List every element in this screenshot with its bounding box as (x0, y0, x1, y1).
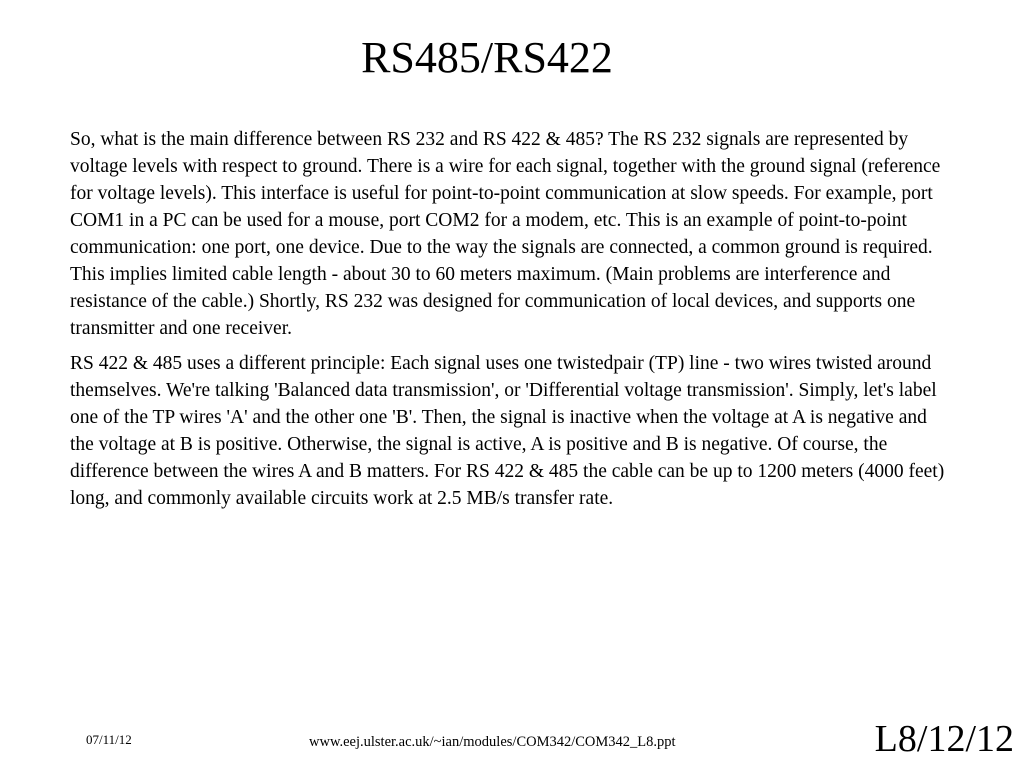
footer-date: 07/11/12 (86, 732, 132, 747)
footer-url: www.eej.ulster.ac.uk/~ian/modules/COM342/COM342_L8.ppt (309, 734, 676, 750)
body-paragraph: RS 422 & 485 uses a different principle: Each signal uses one twistedpair (TP) line - two wires twisted around themselves. We're talking 'Balanced data transmission', or 'Differential voltage transmission'. Simply, let's label one of the TP wires 'A' and the other one 'B'. Then, the signal is inactive when the voltage at A is negative and the voltage at B is positive. Otherwise, the signal is active, A is positive and B is negative. Of course, the difference between the wires A and B matters. For RS 422 & 485 the cable can be up to 1200 meters (4000 feet) long, and commonly available circuits work at 2.5 MB/s transfer rate. (70, 353, 945, 509)
slide-body (70, 126, 948, 520)
slide-title: RS485/RS422 (361, 33, 613, 82)
footer-page-number: L8/12/12 (874, 718, 1014, 760)
body-paragraph: So, what is the main difference between RS 232 and RS 422 & 485? The RS 232 signals are represented by voltage levels with respect to ground. There is a wire for each signal, together with the ground signal (reference for voltage levels). This interface is useful for point-to-point communication at slow speeds. For example, port COM1 in a PC can be used for a mouse, port COM2 for a modem, etc. This is an example of point-to-point communication: one port, one device. Due to the way the signals are connected, a common ground is required. This implies limited cable length - about 30 to 60 meters maximum. (Main problems are interference and resistance of the cable.) Shortly, RS 232 was designed for communication of local devices, and supports one transmitter and one receiver. (70, 129, 941, 339)
